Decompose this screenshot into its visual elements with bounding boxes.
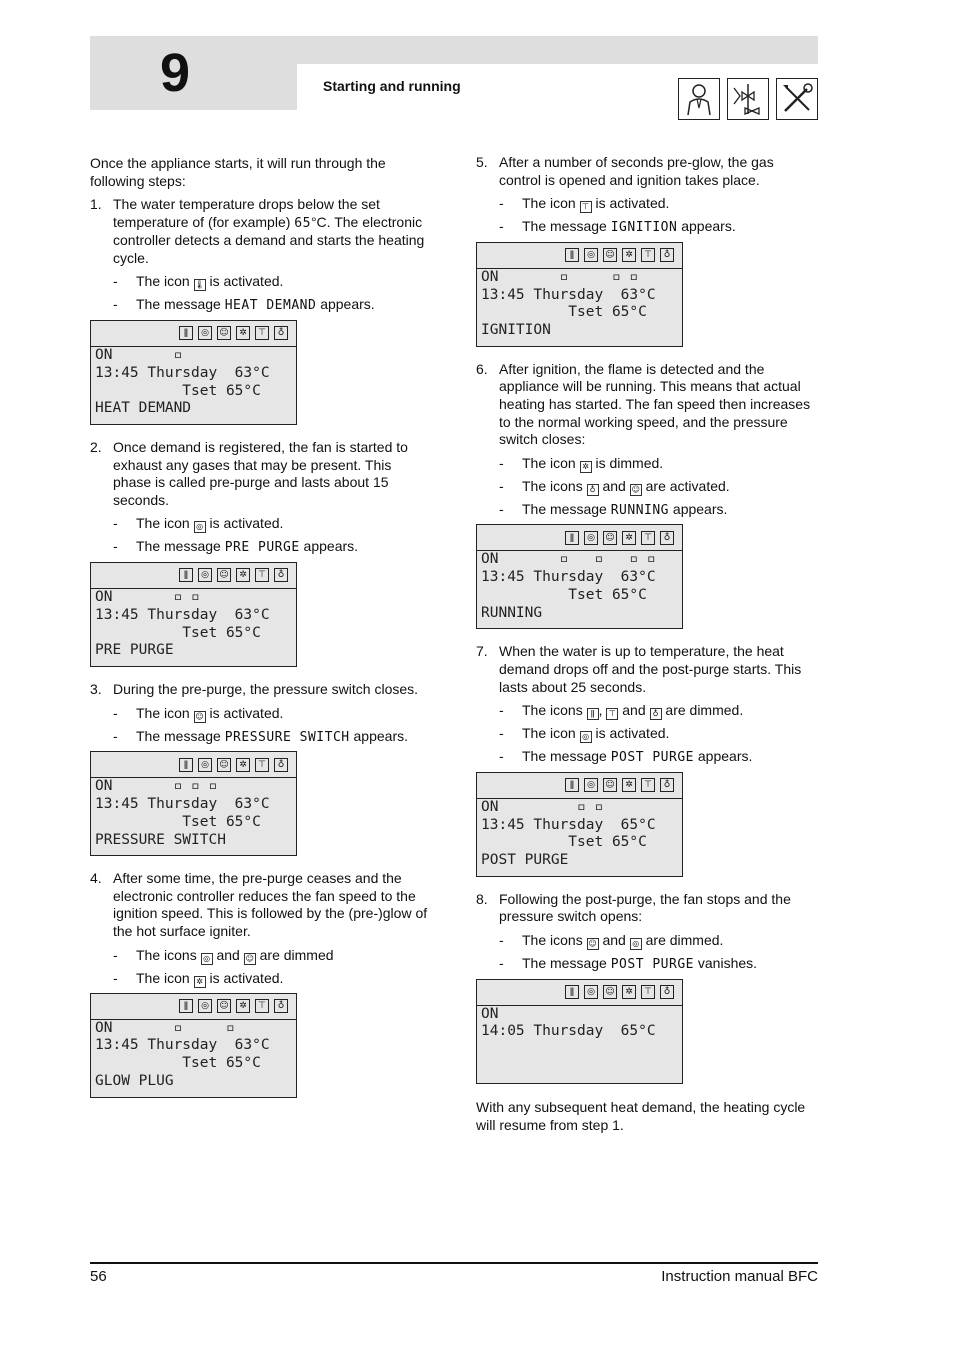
outro-text: With any subsequent heat demand, the heating cycle will resume from step 1. [476,1098,806,1133]
user-icon [678,78,720,120]
step-7-bullet-3: - The message POST PURGE appears. [499,748,753,766]
lcd-text: ON 14:05 Thursday 65°C [481,1005,656,1040]
tap-icon: ⊤ [641,985,655,999]
glow-icon: ✲ [580,461,592,473]
header-icons [678,78,818,120]
flame-icon: ♁ [587,484,599,496]
pressure-icon: ☺ [603,531,617,545]
step-5: 5. After a number of seconds pre-glow, the gas control is opened and ignition takes place. [476,154,774,188]
step-1-bullet-2: - The message HEAT DEMAND appears. [113,296,375,314]
pressure-icon: ☺ [217,326,231,340]
fan-icon: ◎ [584,985,598,999]
lcd-display [90,562,297,667]
tap-icon: ⊤ [255,999,269,1013]
step-2: 2. Once demand is registered, the fan is started to exhaust any gases that may be present. This phase is called pre-purge and lasts about 15 seconds. [90,438,408,508]
flame-icon: ♁ [274,568,288,582]
fan-icon: ◎ [580,731,592,743]
step-6-bullet-1: - The icon ✲ is dimmed. [499,454,664,471]
step-7: 7. When the water is up to temperature, the heat demand drops off and the post-purge starts. This lasts about 25 seconds. [476,643,802,695]
glow-icon: ✲ [622,985,636,999]
glow-icon: ✲ [622,248,636,262]
page-number: 56 [90,1268,107,1285]
intro-text: Once the appliance starts, it will run through the following steps: [90,155,386,189]
lcd-display [476,772,683,877]
tap-icon: ⊤ [255,758,269,772]
flame-icon: ♁ [274,758,288,772]
flame-icon: ♁ [650,708,662,720]
thermometer-icon: ǁ [179,758,193,772]
lcd-icon-row [477,243,682,269]
temperature-value: 65 [294,215,311,231]
glow-icon: ✲ [236,326,250,340]
manual-title: Instruction manual BFC [661,1268,818,1285]
flame-icon: ♁ [660,778,674,792]
fan-icon: ◎ [198,326,212,340]
flame-icon: ♁ [660,531,674,545]
lcd-icon-row [91,994,296,1020]
lcd-display [90,993,297,1098]
step-8-bullet-1: - The icons ☺ and ◎ are dimmed. [499,931,724,948]
chapter-number: 9 [90,36,297,110]
glow-icon: ✲ [622,531,636,545]
glow-icon: ✲ [194,976,206,988]
step-5-bullet-2: - The message IGNITION appears. [499,218,736,236]
step-4-bullet-2: - The icon ✲ is activated. [113,969,284,986]
right-column [476,154,818,1140]
lcd-icon-row [477,773,682,799]
step-7-bullet-1: - The icons ǁ , ⊤ and ♁ are dimmed. [499,702,744,719]
thermometer-icon: ǁ [565,248,579,262]
pressure-icon: ☺ [195,711,204,721]
tools-icon [776,78,818,120]
step-7-bullet-2: - The icon ◎ is activated. [499,725,670,742]
pressure-icon: ☺ [217,568,231,582]
pressure-icon: ☺ [217,999,231,1013]
step-6-bullet-2: - The icons ♁ and ☺ are activated. [499,477,730,494]
lcd-display [90,320,297,425]
lcd-text: ON ▫ ▫ 13:45 Thursday 63°C Tset 65°C PRE PURGE [95,588,270,659]
glow-icon: ✲ [236,758,250,772]
tap-icon: ⊤ [606,708,618,720]
step-8-bullet-2: - The message POST PURGE vanishes. [499,954,758,972]
page-title: Starting and running [323,78,461,94]
glow-icon: ✲ [236,568,250,582]
step-5-bullet-1: - The icon ⊤ is activated. [499,195,670,212]
tap-icon: ⊤ [641,531,655,545]
fan-icon: ◎ [198,568,212,582]
fan-icon: ◎ [201,953,213,965]
fan-icon: ◎ [584,531,598,545]
thermometer-icon: ǁ [565,531,579,545]
step-2-bullet-2: - The message PRE PURGE appears. [113,538,359,556]
footer-divider [90,1262,818,1264]
step-6: 6. After ignition, the flame is detected and the appliance will be running. This means that actual heating has started. The fan speed then increases to the normal working speed, and the pressure switch closes: [476,360,811,448]
glow-icon: ✲ [236,999,250,1013]
lcd-text: ON ▫ 13:45 Thursday 63°C Tset 65°C HEAT DEMAND [95,346,270,417]
lcd-text: ON ▫ ▫ 13:45 Thursday 63°C Tset 65°C GLOW PLUG [95,1019,270,1089]
thermometer-icon: ǁ [565,985,579,999]
pressure-icon: ☺ [603,985,617,999]
fan-icon: ◎ [194,521,206,533]
fan-icon: ◎ [630,938,642,950]
step-3-bullet-2: - The message PRESSURE SWITCH appears. [113,727,408,745]
pressure-icon: ☺ [588,938,597,948]
left-column [90,154,432,1112]
thermometer-icon: ǁ [587,708,599,720]
tap-icon: ⊤ [580,201,592,213]
lcd-icon-row [91,563,296,589]
tap-icon: ⊤ [255,326,269,340]
thermometer-icon: ǁ [565,778,579,792]
thermometer-icon: 🌡 [194,280,205,290]
step-8: 8. Following the post-purge, the fan stops and the pressure switch opens: [476,890,791,925]
lcd-display [90,751,297,856]
step-3: 3. During the pre-purge, the pressure switch closes. [90,680,419,697]
tap-icon: ⊤ [641,778,655,792]
lcd-icon-row [477,980,682,1006]
lcd-display [476,242,683,347]
pressure-icon: ☺ [245,953,254,963]
thermometer-icon: ǁ [179,999,193,1013]
lcd-icon-row [91,752,296,778]
thermometer-icon: ǁ [179,568,193,582]
flame-icon: ♁ [274,326,288,340]
fan-icon: ◎ [584,248,598,262]
glow-icon: ✲ [622,778,636,792]
lcd-display [476,524,683,629]
lcd-text: ON ▫ ▫ 13:45 Thursday 65°C Tset 65°C POST PURGE [481,798,656,869]
lcd-text: ON ▫ ▫ ▫ 13:45 Thursday 63°C Tset 65°C IGNITION [481,268,656,339]
pressure-icon: ☺ [603,778,617,792]
step-4: 4. After some time, the pre-purge ceases and the electronic controller reduces the fan speed to the ignition speed. This is followed by the (pre-)glow of the hot surface igniter. [90,870,428,939]
pressure-icon: ☺ [603,248,617,262]
step-2-bullet-1: - The icon ◎ is activated. [113,515,284,532]
lcd-icon-row [91,321,296,347]
flame-icon: ♁ [660,248,674,262]
flame-icon: ♁ [660,985,674,999]
flame-icon: ♁ [274,999,288,1013]
lcd-icon-row [477,525,682,551]
step-3-bullet-1: - The icon ☺ is activated. [113,704,284,721]
pressure-icon: ☺ [217,758,231,772]
step-1: 1. The water temperature drops below the set temperature of (for example) 65°C. The electronic controller detects a demand and starts the heating cycle. [90,196,425,266]
installation-icon [727,78,769,120]
lcd-text: ON ▫ ▫ ▫ ▫ 13:45 Thursday 63°C Tset 65°C RUNNING [481,551,656,621]
tap-icon: ⊤ [255,568,269,582]
fan-icon: ◎ [584,778,598,792]
tap-icon: ⊤ [641,248,655,262]
step-4-bullet-1: - The icons ◎ and ☺ are dimmed [113,946,334,963]
step-1-bullet-1: - The icon 🌡 is activated. [113,273,284,290]
pressure-icon: ☺ [631,484,640,494]
fan-icon: ◎ [198,999,212,1013]
step-6-bullet-3: - The message RUNNING appears. [499,500,728,518]
lcd-display [476,979,683,1084]
thermometer-icon: ǁ [179,326,193,340]
lcd-text: ON ▫ ▫ ▫ 13:45 Thursday 63°C Tset 65°C PRESSURE SWITCH [95,778,270,848]
fan-icon: ◎ [198,758,212,772]
